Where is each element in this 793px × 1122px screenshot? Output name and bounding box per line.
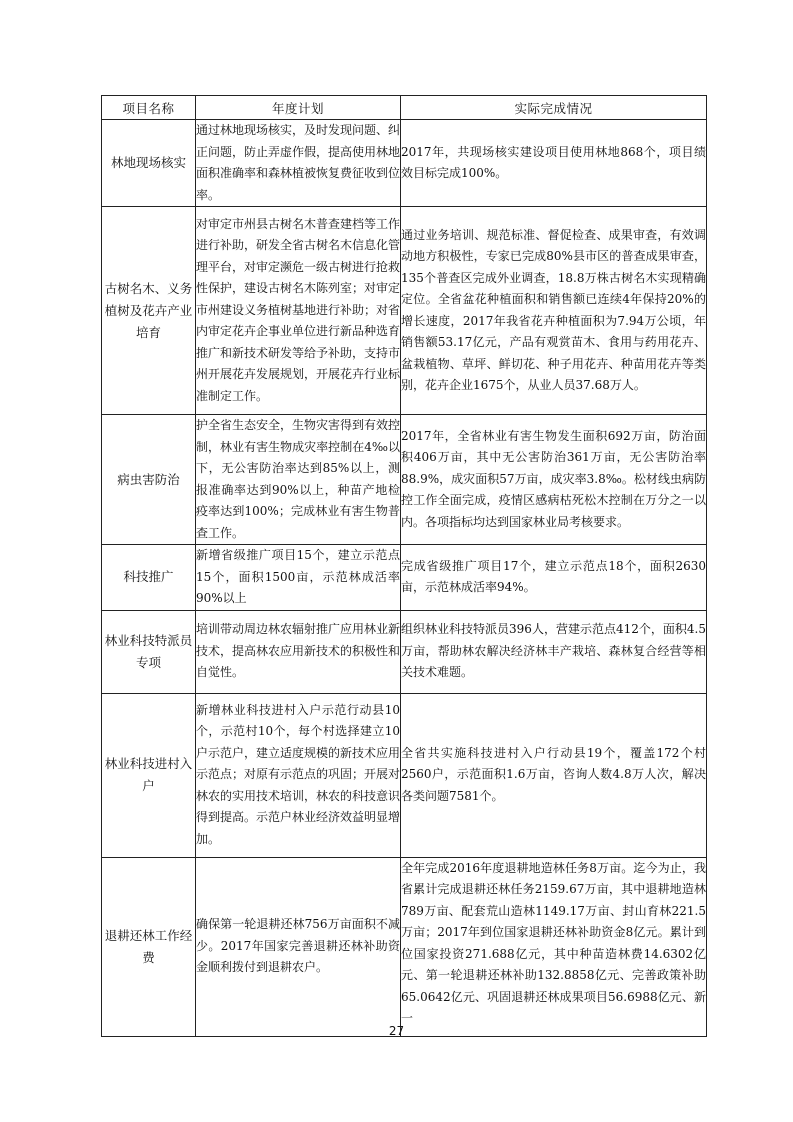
table-row: [102, 545, 707, 611]
row-name: 古树名木、义务植树及花卉产业培育: [102, 207, 196, 415]
table-row: [102, 693, 707, 857]
row-name: 林业科技进村入户: [102, 693, 196, 857]
row-actual: 全年完成2016年度退耕地造林任务8万亩。迄今为止，我省累计完成退耕还林任务2159.67万亩，其中退耕地造林789万亩、配套荒山造林1149.17万亩、封山育林221.5万亩；2017年到位国家退耕还林补助资金8亿元。累计到位国家投资271.688亿元，其中种苗造林费14.6302亿元、第一轮退耕还林补助132.8858亿元、完善政策补助65.0642亿元、巩固退耕还林成果项目56.6988亿元、新一: [401, 857, 707, 1036]
row-actual: 全省共实施科技进村入户行动县19个，覆盖172个村2560户，示范面积1.6万亩，咨询人数4.8万人次，解决各类问题7581个。: [401, 693, 707, 857]
table-row: [102, 120, 707, 207]
table-row: [102, 857, 707, 1036]
row-plan: 护全省生态安全，生物灾害得到有效控制，林业有害生物成灾率控制在4‰以下，无公害防治率达到85%以上，测报准确率达到90%以上，种苗产地检疫率达到100%；完成林业有害生物普查工作。: [196, 415, 401, 545]
row-actual: 2017年，共现场核实建设项目使用林地868个，项目绩效目标完成100%。: [401, 120, 707, 207]
header-annual-plan: 年度计划: [196, 96, 401, 120]
row-plan: 通过林地现场核实，及时发现问题、纠正问题，防止弄虚作假，提高使用林地面积准确率和森林植被恢复费征收到位率。: [196, 120, 401, 207]
project-table: [101, 95, 707, 1037]
table-row: [102, 415, 707, 545]
row-name: 病虫害防治: [102, 415, 196, 545]
row-plan: 确保第一轮退耕还林756万亩面积不减少。2017年国家完善退耕还林补助资金顺利拨付到退耕农户。: [196, 857, 401, 1036]
table-header-row: [102, 96, 707, 120]
row-actual: 完成省级推广项目17个，建立示范点18个，面积2630亩，示范林成活率94%。: [401, 545, 707, 611]
row-plan: 对审定市州县古树名木普查建档等工作进行补助，研发全省古树名木信息化管理平台，对审定濒危一级古树进行抢救性保护，建设古树名木陈列室；对审定市州建设义务植树基地进行补助；对省内审定花卉企事业单位进行新品种选育推广和新技术研发等给予补助，支持市州开展花卉发展规划，开展花卉行业标准制定工作。: [196, 207, 401, 415]
table-row: [102, 610, 707, 693]
row-actual: 组织林业科技特派员396人，营建示范点412个，面积4.5万亩，帮助林农解决经济林丰产栽培、森林复合经营等相关技术难题。: [401, 610, 707, 693]
page-number: 27: [388, 1024, 405, 1038]
row-name: 退耕还林工作经费: [102, 857, 196, 1036]
row-name: 林业科技特派员专项: [102, 610, 196, 693]
row-plan: 新增省级推广项目15个，建立示范点15个，面积1500亩，示范林成活率90%以上: [196, 545, 401, 611]
row-plan: 新增林业科技进村入户示范行动县10个，示范村10个，每个村选择建立10户示范户，建立适度规模的新技术应用示范点；对原有示范点的巩固；开展对林农的实用技术培训，林农的科技意识得到提高。示范户林业经济效益明显增加。: [196, 693, 401, 857]
row-name: 科技推广: [102, 545, 196, 611]
row-name: 林地现场核实: [102, 120, 196, 207]
row-plan: 培训带动周边林农辐射推广应用林业新技术，提高林农应用新技术的积极性和自觉性。: [196, 610, 401, 693]
header-actual-completion: 实际完成情况: [401, 96, 707, 120]
row-actual: 2017年，全省林业有害生物发生面积692万亩，防治面积406万亩，其中无公害防治361万亩，无公害防治率88.9%，成灾面积57万亩，成灾率3.8‰。松材线虫病防控工作全面完成，疫情区感病枯死松木控制在万分之一以内。各项指标均达到国家林业局考核要求。: [401, 415, 707, 545]
header-project-name: 项目名称: [102, 96, 196, 120]
row-actual: 通过业务培训、规范标准、督促检查、成果审查，有效调动地方积极性，专家已完成80%县市区的普查成果审查，135个普查区完成外业调查，18.8万株古树名木实现精确定位。全省盆花种植面积和销售额已连续4年保持20%的增长速度，2017年我省花卉种植面积为7.94万公顷，年销售额53.17亿元，产品有观赏苗木、食用与药用花卉、盆栽植物、草坪、鲜切花、种子用花卉、种苗用花卉等类别，花卉企业1675个，从业人员37.68万人。: [401, 207, 707, 415]
table-row: [102, 207, 707, 415]
